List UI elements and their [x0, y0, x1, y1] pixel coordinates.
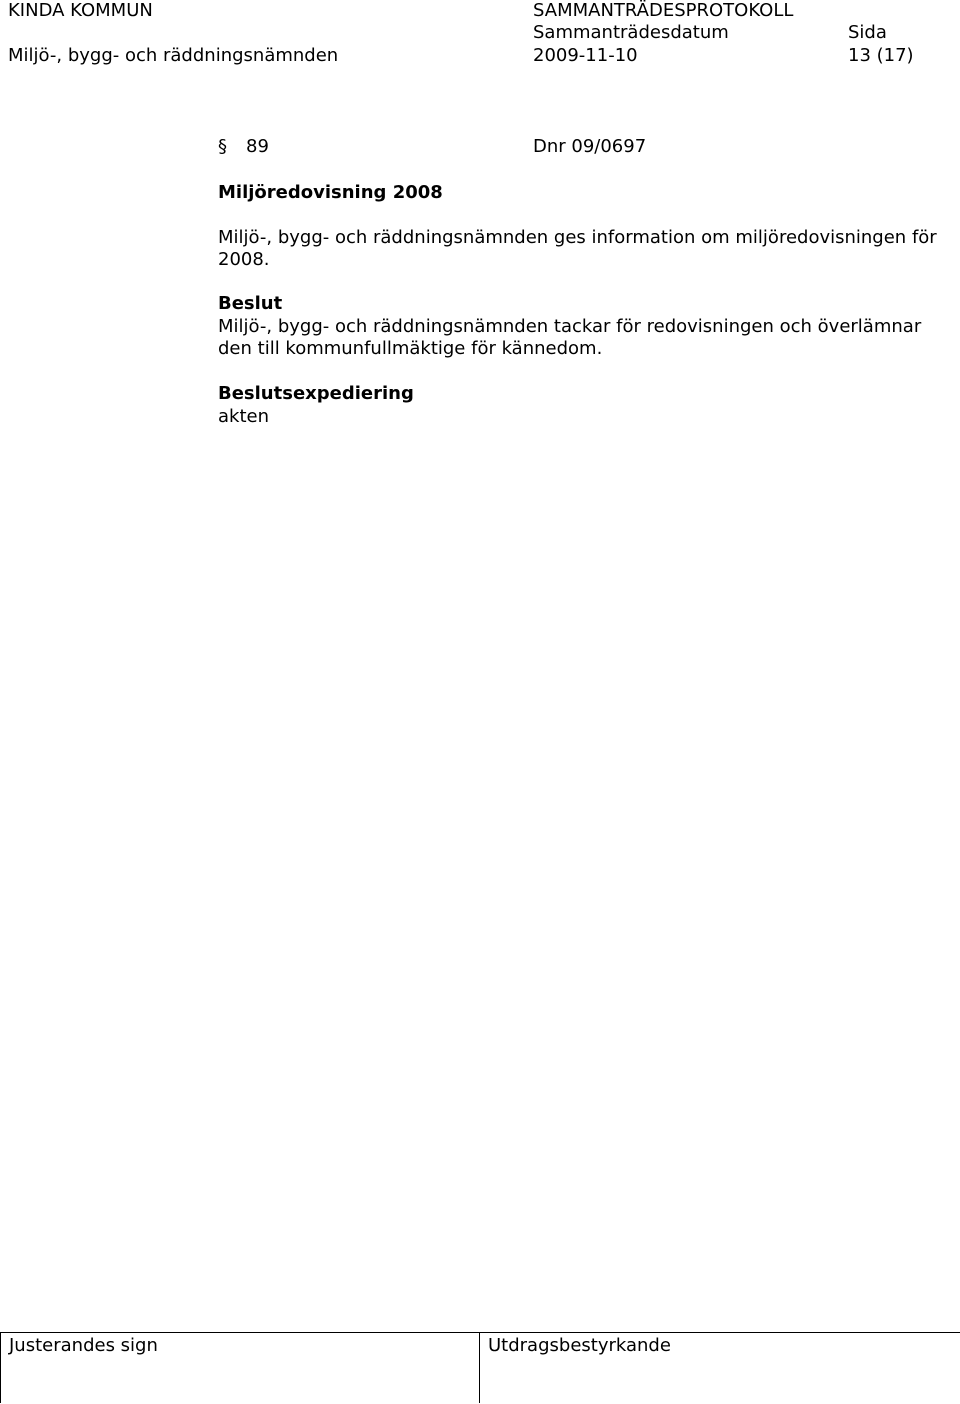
certification-label: Utdragsbestyrkande	[488, 1335, 671, 1356]
signature-footer	[0, 1332, 960, 1403]
adjuster-signature-box	[0, 1333, 480, 1403]
item-number: 89	[246, 136, 269, 157]
date-label: Sammanträdesdatum	[533, 22, 729, 43]
page-label: Sida	[848, 22, 887, 43]
adjuster-signature-label: Justerandes sign	[9, 1335, 158, 1356]
page-number: 13 (17)	[848, 45, 914, 66]
document-type: SAMMANTRÄDESPROTOKOLL	[533, 0, 794, 21]
diary-number: Dnr 09/0697	[533, 136, 647, 157]
dispatch-value: akten	[218, 406, 269, 427]
committee-name: Miljö-, bygg- och räddningsnämnden	[8, 45, 339, 66]
decision-heading: Beslut	[218, 293, 283, 314]
certification-box	[480, 1333, 960, 1403]
item-intro-text: Miljö-, bygg- och räddningsnämnden ges information om miljöredovisningen för 2008.	[218, 227, 937, 270]
organization-name: KINDA KOMMUN	[8, 0, 153, 21]
item-title: Miljöredovisning 2008	[218, 182, 443, 203]
dispatch-heading: Beslutsexpediering	[218, 383, 414, 404]
decision-text: Miljö-, bygg- och räddningsnämnden tackar för redovisningen och överlämnar den till kommunfullmäktige för kännedom.	[218, 316, 922, 359]
meeting-date: 2009-11-10	[533, 45, 638, 66]
section-sign: §	[218, 136, 227, 157]
